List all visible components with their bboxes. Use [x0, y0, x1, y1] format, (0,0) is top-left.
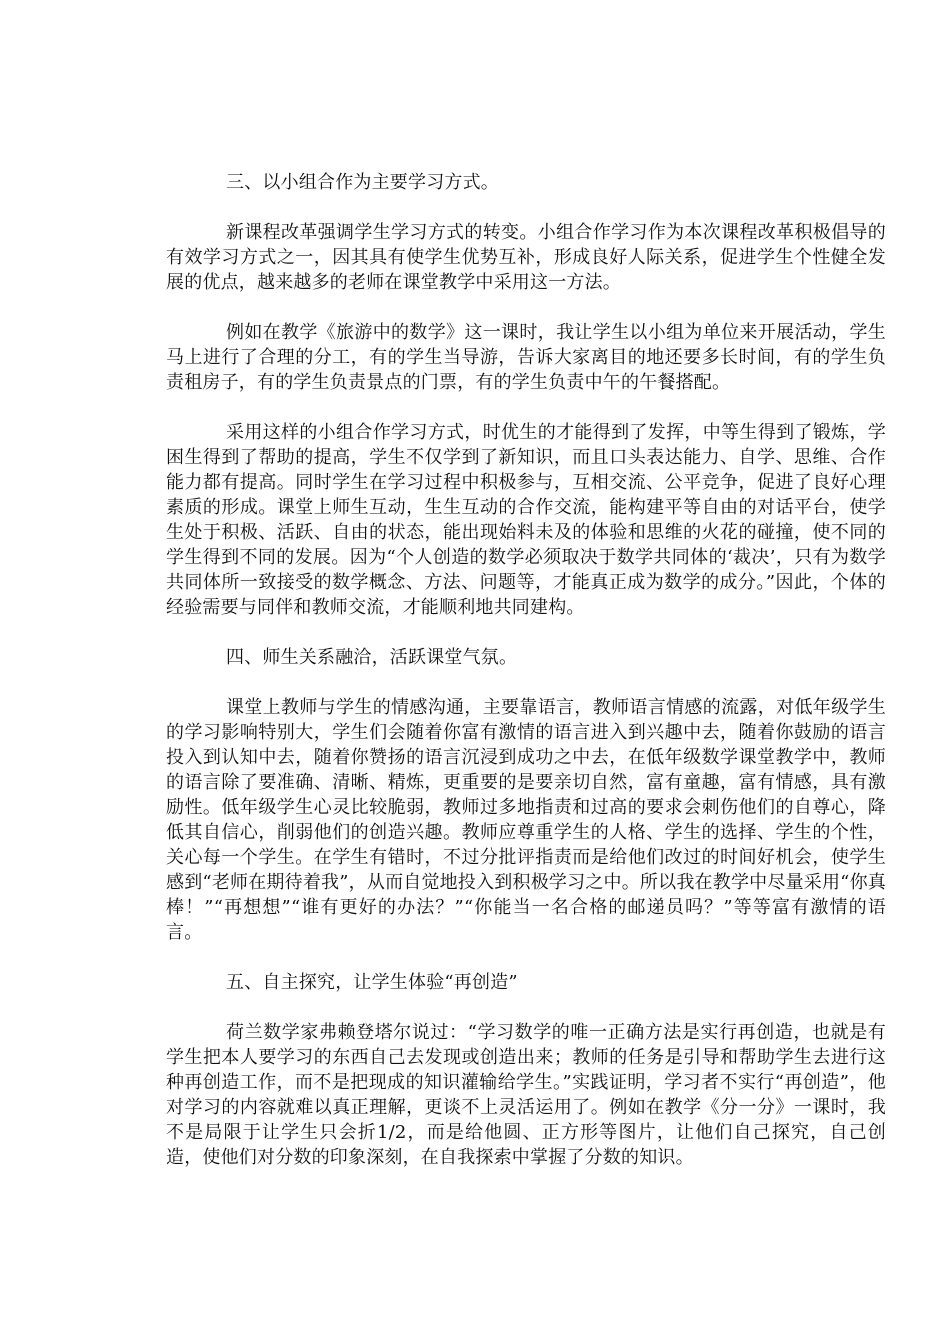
paragraph: 例如在教学《旅游中的数学》这一课时，我让学生以小组为单位来开展活动，学生马上进行了合理的分工，有的学生当导游，告诉大家离目的地还要多长时间，有的学生负责租房子，有的学生负责景点的门票，有的学生负责中午的午餐搭配。	[166, 322, 886, 393]
paragraph: 新课程改革强调学生学习方式的转变。小组合作学习作为本次课程改革积极倡导的有效学习方式之一，因其具有使学生优势互补，形成良好人际关系，促进学生个性健全发展的优点，越来越多的老师在课堂教学中采用这一方法。	[166, 222, 886, 293]
section-heading-4: 四、师生关系融洽，活跃课堂气氛。	[226, 647, 518, 668]
section-heading-3: 三、以小组合作为主要学习方式。	[226, 172, 499, 193]
document-page	[166, 170, 886, 1195]
section-heading-5: 五、自主探究，让学生体验“再创造”	[226, 972, 518, 993]
paragraph: 荷兰数学家弗赖登塔尔说过：“学习数学的唯一正确方法是实行再创造，也就是有学生把本人要学习的东西自己去发现或创造出来；教师的任务是引导和帮助学生去进行这种再创造工作，而不是把现成的知识灌输给学生。”实践证明，学习者不实行“再创造”，他对学习的内容就难以真正理解，更谈不上灵活运用了。例如在教学《分一分》一课时，我不是局限于让学生只会折1/2，而是给他圆、正方形等图片，让他们自己探究，自己创造，使他们对分数的印象深刻，在自我探索中掌握了分数的知识。	[166, 1022, 886, 1168]
paragraph: 采用这样的小组合作学习方式，时优生的才能得到了发挥，中等生得到了锻炼，学困生得到了帮助的提高，学生不仅学到了新知识，而且口头表达能力、自学、思维、合作能力都有提高。同时学生在学习过程中积极参与，互相交流、公平竞争，促进了良好心理素质的形成。课堂上师生互动，生生互动的合作交流，能构建平等自由的对话平台，使学生处于积极、活跃、自由的状态，能出现始料未及的体验和思维的火花的碰撞，使不同的学生得到不同的发展。因为“个人创造的数学必须取决于数学共同体的‘裁决’，只有为数学共同体所一致接受的数学概念、方法、问题等，才能真正成为数学的成分。”因此，个体的经验需要与同伴和教师交流，才能顺利地共同建构。	[166, 422, 886, 618]
paragraph: 课堂上教师与学生的情感沟通，主要靠语言，教师语言情感的流露，对低年级学生的学习影响特别大，学生们会随着你富有激情的语言进入到兴趣中去，随着你鼓励的语言投入到认知中去，随着你赞扬的语言沉浸到成功之中去，在低年级数学课堂教学中，教师的语言除了要准确、清晰、精炼，更重要的是要亲切自然，富有童趣，富有情感，具有激励性。低年级学生心灵比较脆弱，教师过多地指责和过高的要求会刺伤他们的自尊心，降低其自信心，削弱他们的创造兴趣。教师应尊重学生的人格、学生的选择、学生的个性，关心每一个学生。在学生有错时，不过分批评指责而是给他们改过的时间好机会，使学生感到“老师在期待着我”，从而自觉地投入到积极学习之中。所以我在教学中尽量采用“你真棒！”“再想想”“谁有更好的办法？”“你能当一名合格的邮递员吗？”等等富有激情的语言。	[166, 697, 886, 943]
